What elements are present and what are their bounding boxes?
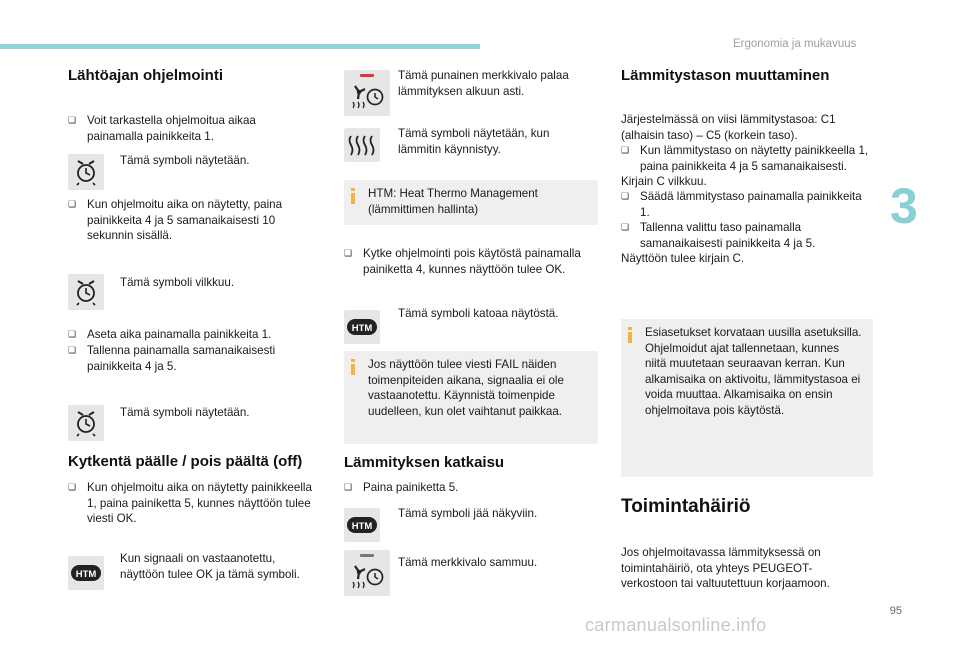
htm-icon [68,556,104,590]
info-icon [351,359,355,375]
bullet-text: Tallenna valittu taso painamalla samanaikaisesti painikkeita 4 ja 5. [640,221,816,250]
bullet-text: Kun ohjelmoitu aika on näytetty painikkeella 1, paina painiketta 5, kunnes näyttöön tulee viesti OK. [87,481,312,525]
heading-departure-programming: Lähtöajan ohjelmointi [68,67,224,84]
timer-clock-icon [68,405,104,441]
bullet-view-time [68,113,308,144]
signal-received-text: Kun signaali on vastaanotettu, näyttöön tulee OK ja tämä symboli. [120,552,300,581]
heater-fan-clock-icon [344,70,390,116]
bullet-marker-icon: ❏ [621,222,630,232]
bullet-press-4-5 [68,197,308,244]
page-number: 95 [889,605,902,617]
bullet-marker-icon: ❏ [68,329,77,339]
heat-waves-icon [344,128,380,162]
bullet-set-time [68,327,308,343]
malfunction-paragraph: Jos ohjelmoitavassa lämmityksessä on toimintahäiriö, ota yhteys PEUGEOT-verkostoon tai valtuutettuun korjaamoon. [621,546,830,590]
bullet-marker-icon: ❏ [344,248,353,258]
note-text: Esiasetukset korvataan uusilla asetuksilla. Ohjelmoidut ajat tallennetaan, kunnes niitä muutetaan seuraavan kerran. Kun alkamisaika on aktivoitu, lämmitystasoa ei voida muuttaa. Alkamisaika on ensin ohjelmoitava pois käytöstä. [645,326,862,417]
bullet-press-5 [344,480,598,496]
symbol-shown-text: Tämä symboli näytetään. [120,406,250,419]
bullet-marker-icon: ❏ [68,199,77,209]
watermark: carmanualsonline.info [585,615,767,635]
heater-fan-clock-icon [344,550,390,596]
heater-starts-text: Tämä symboli näytetään, kun lämmitin käynnistyy. [398,127,550,156]
bullet-disable [344,246,598,277]
bullet-text: Aseta aika painamalla painikkeita 1. [87,328,272,341]
letter-blinks-text: Kirjain C vilkkuu. [621,175,707,188]
htm-icon [344,508,380,542]
symbol-blinks-text: Tämä symboli vilkkuu. [120,276,235,289]
bullet-save-level [621,220,871,251]
red-indicator-text: Tämä punainen merkkivalo palaa lämmityksen alkuun asti. [398,69,569,98]
heading-heating-stop: Lämmityksen katkaisu [344,454,505,471]
note-fail [344,351,598,444]
note-presets [621,319,873,477]
letter-shown-text: Näyttöön tulee kirjain C. [621,252,745,265]
symbol-shown-text: Tämä symboli näytetään. [120,154,250,167]
note-text: HTM: Heat Thermo Management (lämmittimen hallinta) [368,187,538,216]
chapter-number: 3 [890,178,918,234]
timer-clock-icon [68,154,104,190]
bullet-text: Tallenna painamalla samanaikaisesti painikkeita 4 ja 5. [87,344,276,373]
indicator-off-text: Tämä merkkivalo sammuu. [398,556,538,569]
htm-icon-label: HTM [351,521,373,532]
bullet-text: Kun ohjelmoitu aika on näytetty, paina painikkeita 4 ja 5 samanaikaisesti 10 sekunnin sisällä. [87,198,283,242]
htm-icon-label: HTM [75,569,97,580]
section-title: Ergonomia ja mukavuus [733,38,857,50]
info-icon [628,327,632,343]
bullet-text: Säädä lämmitystaso painamalla painikkeita 1. [640,190,862,219]
bullet-text: Paina painiketta 5. [363,481,459,494]
note-htm [344,180,598,225]
symbol-stays-text: Tämä symboli jää näkyviin. [398,507,538,520]
bullet-save [68,343,308,374]
info-icon [351,188,355,204]
bullet-marker-icon: ❏ [621,145,630,155]
bullet-text: Kytke ohjelmointi pois käytöstä painamalla painiketta 4, kunnes näyttöön tulee OK. [363,247,581,276]
heading-on-off: Kytkentä päälle / pois päältä (off) [68,453,303,470]
htm-icon [344,310,380,344]
symbol-disappears-text: Tämä symboli katoaa näytöstä. [398,307,559,320]
htm-icon-label: HTM [351,323,373,334]
bullet-press-5 [68,480,323,527]
bullet-text: Kun lämmitystaso on näytetty painikkeella 1, paina painikkeita 4 ja 5 samanaikaisesti. [640,144,869,173]
levels-paragraph: Järjestelmässä on viisi lämmitystasoa: C1 (alhaisin taso) – C5 (korkein taso). [621,113,836,142]
bullet-press-4-5 [621,143,871,174]
bullet-text: Voit tarkastella ohjelmoitua aikaa painamalla painikkeita 1. [87,114,256,143]
bullet-marker-icon: ❏ [68,115,77,125]
bullet-adjust-level [621,189,871,220]
bullet-marker-icon: ❏ [344,482,353,492]
heading-malfunction: Toimintahäiriö [621,496,751,517]
heading-heating-level: Lämmitystason muuttaminen [621,67,830,84]
bullet-marker-icon: ❏ [68,482,77,492]
bullet-marker-icon: ❏ [68,345,77,355]
timer-clock-icon [68,274,104,310]
header-accent-bar [0,44,480,49]
bullet-marker-icon: ❏ [621,191,630,201]
note-text: Jos näyttöön tulee viesti FAIL näiden toimenpiteiden aikana, signaalia ei ole vastaanotettu. Käynnistä toimenpide uudelleen, kun olet vaihtanut paikkaa. [368,358,564,418]
